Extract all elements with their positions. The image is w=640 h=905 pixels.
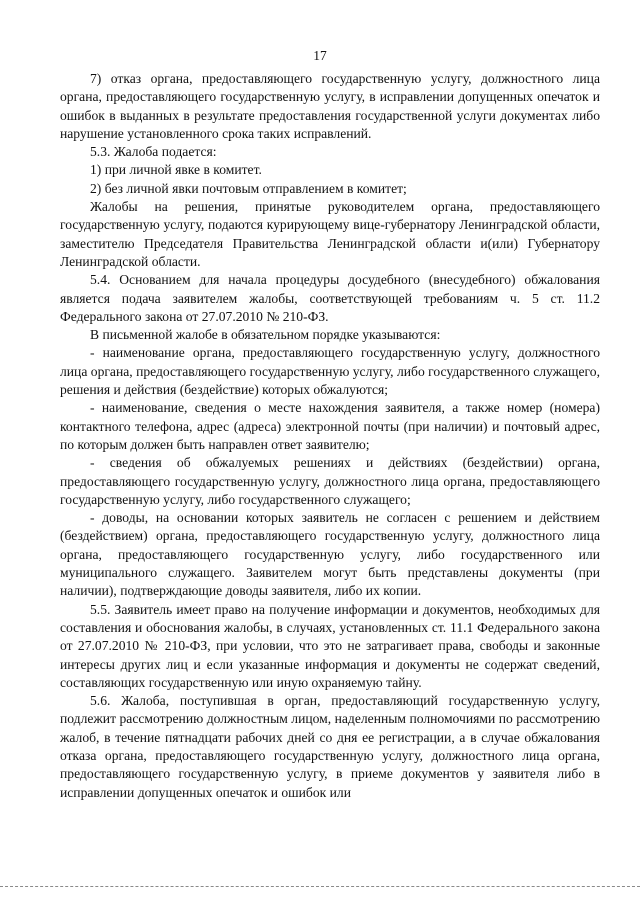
- paragraph-5-3-option-2: 2) без личной явки почтовым отправлением в комитет;: [90, 180, 407, 196]
- paragraph-5-6: 5.6. Жалоба, поступившая в орган, предоставляющий государственную услугу, подлежит рассмотрению должностным лицом, наделенным полномочиями по рассмотрению жалоб, в течение пятнадцати рабочих дней со дня ее регистрации, а в случае обжалования отказа органа, предоставляющего государственную услугу, должностного лица органа, предоставляющего государственную услугу, в приеме документов у заявителя либо в исправлении допущенных опечаток и ошибок или: [60, 693, 600, 800]
- paragraph-5-5: 5.5. Заявитель имеет право на получение информации и документов, необходимых для составления и обоснования жалобы, в случаях, установленных ст. 11.1 Федерального закона от 27.07.2010 № 210-ФЗ, при условии, что это не затрагивает права, свободы и законные интересы других лиц и если указанные информация и документы не содержат сведений, составляющих государственную или иную охраняемую тайну.: [60, 601, 600, 690]
- list-item-authority-name: - наименование органа, предоставляющего государственную услугу, должностного лица органа, предоставляющего государственную услугу, либо государственного служащего, решения и действия (бездействие) которых обжалуются;: [60, 345, 600, 398]
- paragraph-5-4: 5.4. Основанием для начала процедуры досудебного (внесудебного) обжалования является подача заявителем жалобы, соответствующей требованиям ч. 5 ст. 11.2 Федерального закона от 27.07.2010 № 210-ФЗ.: [60, 272, 600, 324]
- list-item-applicant-info: - наименование, сведения о месте нахождения заявителя, а также номер (номера) контактного телефона, адрес (адреса) электронной почты (при наличии) и почтовый адрес, по которым должен быть направлен ответ заявителю;: [60, 400, 600, 452]
- page-number: 17: [313, 48, 327, 63]
- paragraph-complaints-addressees: Жалобы на решения, принятые руководителем органа, предоставляющего государственную услугу, подаются курирующему вице-губернатору Ленинградской области, заместителю Председателя Правительства Ленинградской области и(или) Губернатору Ленинградской области.: [60, 199, 600, 269]
- list-item-arguments: - доводы, на основании которых заявитель не согласен с решением и действием (бездействием) органа, предоставляющего государственную услугу, должностного лица органа, предоставляющего государственную услугу, либо государственного или муниципального служащего. Заявителем могут быть представлены документы (при наличии), подтверждающие доводы заявителя, либо их копии.: [60, 510, 600, 599]
- paragraph-5-3-option-1: 1) при личной явке в комитет.: [90, 162, 262, 178]
- document-body: [60, 70, 600, 802]
- paragraph-item-7: 7) отказ органа, предоставляющего государственную услугу, должностного лица органа, предоставляющего государственную услугу, в исправлении допущенных опечаток и ошибок в выданных в результате предоставления государственной услуги документах либо нарушение установленного срока таких исправлений.: [60, 71, 600, 141]
- paragraph-5-3: 5.3. Жалоба подается:: [90, 144, 217, 160]
- list-item-appealed-decisions: - сведения об обжалуемых решениях и действиях (бездействии) органа, предоставляющего государственную услугу, должностного лица органа, предоставляющего государственную услугу, либо государственного служащего;: [60, 455, 600, 507]
- paragraph-complaint-contents-intro: В письменной жалобе в обязательном порядке указываются:: [90, 327, 441, 343]
- scan-edge-divider: [0, 886, 640, 887]
